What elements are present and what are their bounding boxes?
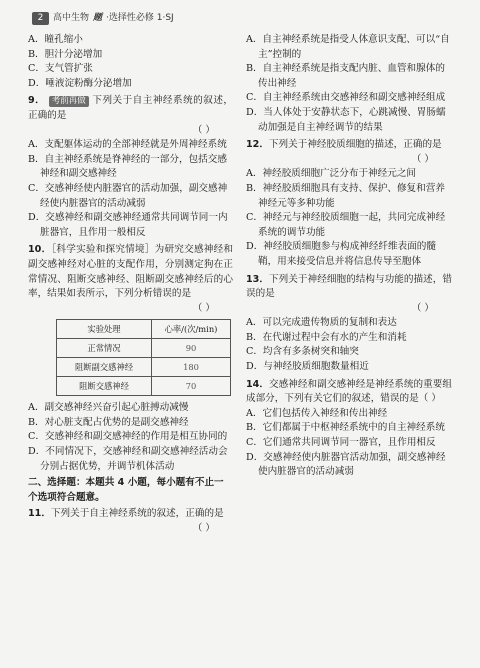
- answer-blank: （ ）: [192, 523, 215, 535]
- option: A．可以完成遗传物质的复制和表达: [246, 317, 397, 329]
- option: C．交感神经和副交感神经的作用是相互协同的: [28, 431, 228, 443]
- option: A．它们包括传入神经和传出神经: [246, 407, 388, 419]
- option: B．它们都属于中枢神经系统中的自主神经系统: [246, 422, 445, 434]
- option: D．不同情况下，交感神经和副交感神经活动会分别占据优势，并调节机体活动: [28, 446, 228, 472]
- option: A．自主神经系统是指受人体意识支配、可以“自主”控制的: [246, 34, 450, 60]
- table-row: [57, 377, 231, 396]
- option: B．对心脏支配占优势的是副交感神经: [28, 416, 189, 428]
- right-column: [246, 33, 452, 480]
- option: A．神经胶质细胞广泛分布于神经元之间: [246, 168, 417, 180]
- answer-blank: （ ）: [411, 153, 434, 165]
- question-number: 14．: [246, 378, 270, 390]
- section-heading: 二、选择题：本题共 4 小题，每小题有不止一个选项符合题意。: [28, 477, 224, 503]
- option: C．支气管扩张: [28, 63, 93, 75]
- answer-blank: （ ）: [192, 302, 215, 314]
- question-13: [246, 273, 452, 375]
- question-number: 11．: [28, 508, 51, 520]
- question-stem: 为研究交感神经和副交感神经对心脏的支配作用，分别测定狗在正常情况、阻断交感神经、阻断副交感神经后的心率，结果如表所示，下列分析错误的是: [28, 244, 234, 300]
- question-9: [28, 94, 233, 240]
- question-stem: 交感神经和副交感神经是神经系统的重要组成部分，下列有关它们的叙述，错误的是（ ）: [246, 378, 453, 405]
- table-row: [57, 358, 231, 377]
- option: D．交感神经使内脏器官活动加强，副交感神经使内脏器官的活动减弱: [246, 451, 446, 478]
- question-stem: 下列关于神经细胞的结构与功能的描述，错误的是: [246, 273, 453, 300]
- page-header: [32, 10, 174, 26]
- heart-rate-table: [56, 319, 231, 396]
- option: C．交感神经使内脏器官的活动加强，副交感神经使内脏器官的活动减弱: [28, 182, 228, 209]
- option: B．自主神经系统是脊神经的一部分，包括交感神经和副交感神经: [28, 153, 227, 180]
- option: D．当人体处于安静状态下，心跳减慢、胃肠蠕动加强是自主神经调节的结果: [246, 106, 446, 133]
- option: B．胆汁分泌增加: [28, 48, 103, 60]
- question-number: 10．: [28, 244, 52, 256]
- option: A．支配躯体运动的全部神经就是外周神经系统: [28, 139, 227, 151]
- book-subtitle: ·选择性必修 1·SJ: [106, 12, 174, 23]
- question-stem: 下列关于自主神经系统的叙述，正确的是: [50, 508, 224, 520]
- table-cell: 70: [152, 377, 231, 396]
- option: A．瞳孔缩小: [28, 34, 83, 45]
- column-header: 实验处理: [57, 320, 152, 339]
- column-header: 心率/(次/min): [152, 320, 231, 339]
- option: C．神经元与神经胶质细胞一起，共同完成神经系统的调节功能: [246, 212, 446, 238]
- table-cell: 90: [152, 339, 231, 358]
- option: A．副交感神经兴奋引起心脏搏动减慢: [28, 402, 189, 414]
- option: D．与神经胶质细胞数量相近: [246, 361, 369, 373]
- option: B．在代谢过程中会有水的产生和消耗: [246, 331, 407, 343]
- question-stem: 下列关于自主神经系统的叙述，正确的是: [28, 95, 233, 121]
- option: C．自主神经系统由交感神经和副交感神经组成: [246, 92, 446, 104]
- table-cell: 正常情况: [57, 339, 152, 358]
- option: D．唾液淀粉酶分泌增加: [28, 77, 132, 89]
- table-cell: 阻断交感神经: [57, 377, 152, 396]
- question-11: [28, 507, 233, 536]
- exam-tag: 考前再做: [49, 96, 89, 107]
- option: D．交感神经和副交感神经通常共同调节同一内脏器官，且作用一般相反: [28, 212, 228, 238]
- option: B．自主神经系统是指支配内脏、血管和腺体的传出神经: [246, 63, 445, 89]
- context-tag: ［科学实验和探究情境］: [51, 244, 155, 256]
- table-row: [57, 339, 231, 358]
- table-header: [57, 320, 231, 339]
- question-number: 13．: [246, 273, 270, 285]
- publisher-logo: 题: [93, 12, 103, 23]
- page-number: 2: [32, 12, 49, 25]
- option: B．神经胶质细胞具有支持、保护、修复和营养神经元等多种功能: [246, 182, 445, 209]
- q11-options: [246, 33, 452, 135]
- q8-options: [28, 33, 233, 91]
- question-number: 12．: [246, 139, 269, 151]
- question-number: 9．: [28, 95, 46, 107]
- book-title: 高中生物: [53, 12, 90, 23]
- option: C．它们通常共同调节同一器官，且作用相反: [246, 437, 436, 449]
- option: C．均含有多条树突和轴突: [246, 346, 359, 358]
- option: D．神经胶质细胞参与构成神经纤维表面的髓鞘，用来接受信息并将信息传导至胞体: [246, 241, 436, 267]
- question-10: [28, 243, 233, 474]
- question-14: [246, 378, 452, 480]
- question-stem: 下列关于神经胶质细胞的描述，正确的是: [268, 139, 442, 151]
- table-cell: 180: [152, 358, 231, 377]
- answer-blank: （ ）: [411, 302, 434, 314]
- table-cell: 阻断副交感神经: [57, 358, 152, 377]
- question-12: [246, 138, 452, 269]
- answer-blank: （ ）: [192, 124, 215, 136]
- left-column: [28, 33, 233, 537]
